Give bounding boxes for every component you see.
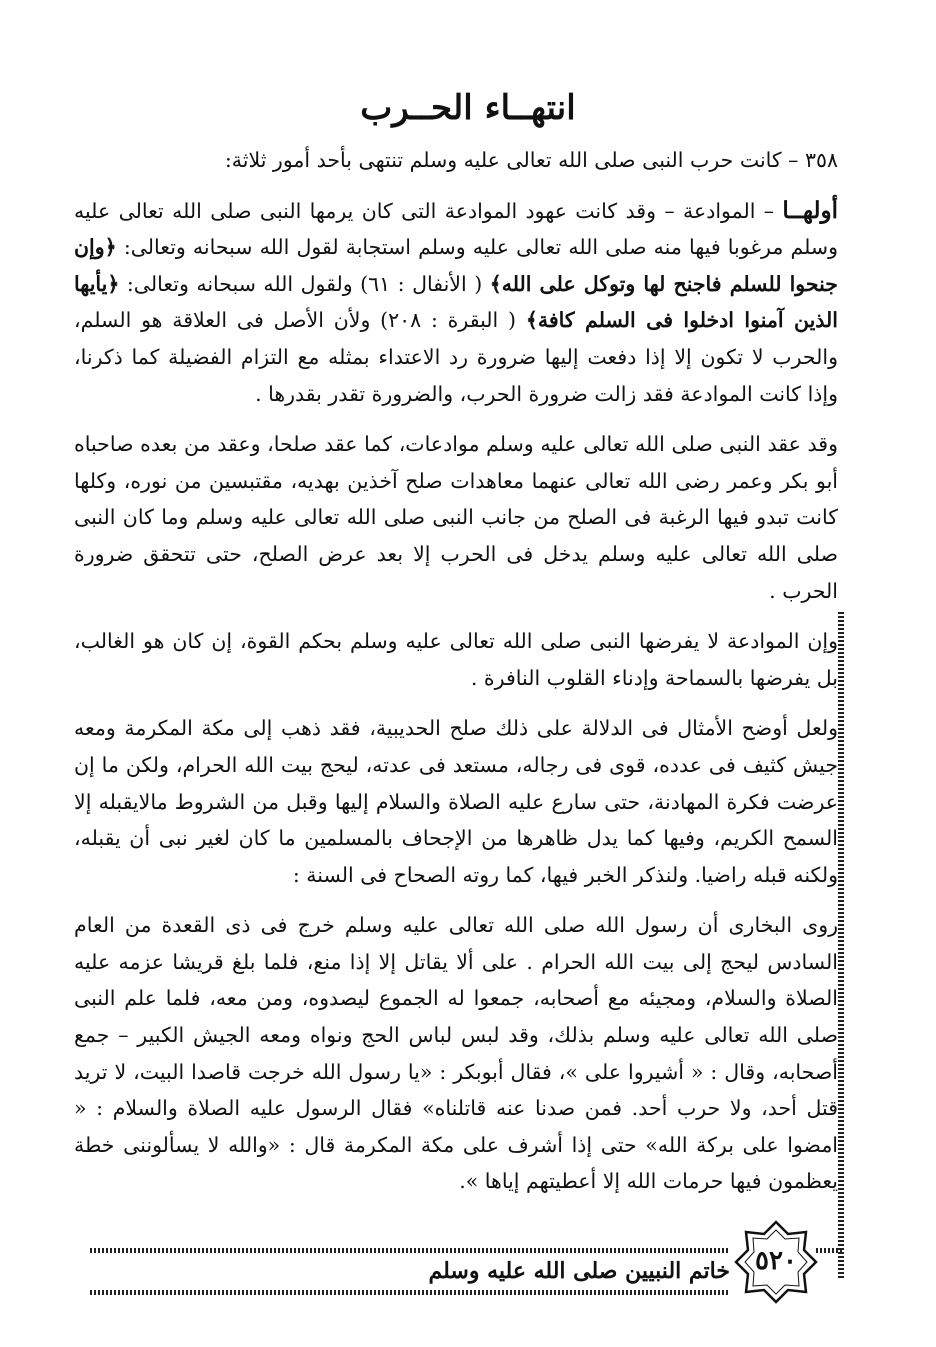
page-number: ٥٢٠ [755, 1246, 797, 1276]
quran-quote-2: ﴿يأيها الذين آمنوا ادخلوا فى السلم كافة﴾ [74, 271, 838, 333]
paragraph-first-item [74, 193, 838, 413]
footer-rule-top [90, 1248, 730, 1253]
paragraph-hudaybiyyah: ولعل أوضح الأمثال فى الدلالة على ذلك صلح الحديبية، فقد ذهب إلى مكة المكرمة ومعه جيش كثيف فى عدده، قوى فى رجاله، مستعد فى عدته، ليحج بيت الله الحرام، ولكن ما إن عرضت فكرة المهادنة، حتى سارع عليه الصلاة والسلام إليها وقبل من الشروط مالايقبله إلا السمح الكريم، وفيها كما يدل ظاهرها من الإجحاف بالمسلمين ما كان لغير نبى أن يقبله، ولكنه قبله راضيا. ولنذكر الخبر فيها، كما روته الصحاح فى السنة : [74, 716, 838, 887]
body-text [74, 142, 838, 1200]
footer-rule-bottom [90, 1290, 730, 1295]
text-segment-1: – الموادعة – وقد كانت عهود الموادعة التى كان يرمها النبى صلى الله تعالى عليه وسلم مرغوبا فيها منه صلى الله تعالى عليه وسلم استجابة لقول الله سبحانه وتعالى: [74, 198, 838, 260]
margin-rule [838, 612, 844, 1280]
text-segment-3: ( البقرة : ٢٠٨) ولأن الأصل فى العلاقة هو السلم، والحرب لا تكون إلا إذا دفعت إليها ضرورة رد الاعتداء بمثله مع التزام الفضيلة كما ذكرنا، وإذا كانت الموادعة فقد زالت ضرورة الحرب، والضرورة تقدر بقدرها . [74, 308, 838, 406]
book-title: خاتم النبيين صلى الله عليه وسلم [428, 1258, 730, 1284]
lead-word: أولهــا [782, 196, 838, 224]
paragraph-treaties: وقد عقد النبى صلى الله تعالى عليه وسلم موادعات، كما عقد صلحا، وعقد من بعده صاحباه أبو بكر وعمر رضى الله تعالى عنهما معاهدات صلح آخذين بهديه، مقتبسين من نوره، وكلها كانت تبدو فيها الرغبة فى الصلح من جانب النبى صلى الله تعالى عليه وسلم وما كان النبى صلى الله تعالى عليه وسلم يدخل فى الحرب إلا بعد عرض الصلح، حتى تتحقق ضرورة الحرب . [74, 432, 838, 603]
text-segment-2: ( الأنفال : ٦١) ولقول الله سبحانه وتعالى: [119, 271, 490, 296]
paragraph-imposition: وإن الموادعة لا يفرضها النبى صلى الله تعالى عليه وسلم بحكم القوة، إن كان هو الغالب، بل يفرضها بالسماحة وإدناء القلوب النافرة . [74, 629, 838, 690]
paragraph-intro: ٣٥٨ – كانت حرب النبى صلى الله تعالى عليه وسلم تنتهى بأحد أمور ثلاثة: [224, 148, 838, 172]
footer-rule-right [816, 1248, 844, 1253]
chapter-title: انتهــاء الحــرب [360, 88, 576, 128]
paragraph-bukhari: روى البخارى أن رسول الله صلى الله تعالى عليه وسلم خرج فى ذى القعدة من العام السادس ليحج إلى بيت الله الحرام . على ألا يقاتل إلا إذا منع، فلما بلغ قريشا عزمه عليه الصلاة والسلام، ومجيئه مع أصحابه، جمعوا له الجموع ليصدوه، ومن معه، فلما علم النبى صلى الله تعالى عليه وسلم بذلك، وقد لبس لباس الحج ونواه ومعه الجيش الكبير – جمع أصحابه، وقال : « أشيروا على »، فقال أبوبكر : «يا رسول الله خرجت قاصدا البيت، لا تريد قتل أحد، ولا حرب أحد. فمن صدنا عنه قاتلناه» فقال الرسول عليه الصلاة والسلام : « امضوا على بركة الله» حتى إذا أشرف على مكة المكرمة قال : «والله لا يسألوننى خطة يعظمون فيها حرمات الله إلا أعطيتهم إياها ». [74, 913, 838, 1194]
quran-quote-1: ﴿وإن جنحوا للسلم فاجنح لها وتوكل على الله﴾ [74, 235, 838, 296]
